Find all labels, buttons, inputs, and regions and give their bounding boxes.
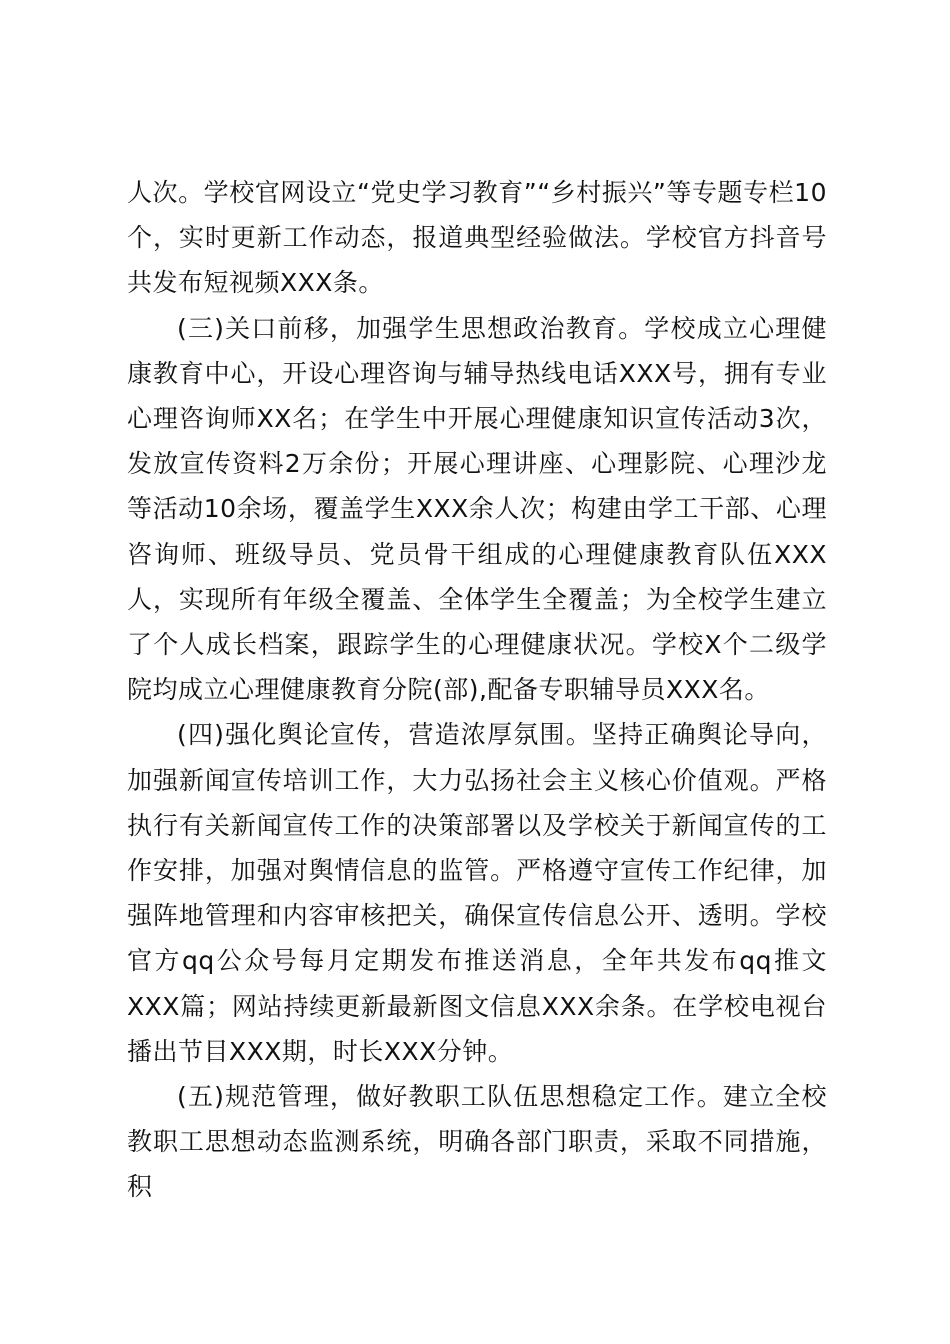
paragraph-media-continuation: 人次。学校官网设立“党史学习教育”“乡村振兴”等专题专栏10个，实时更新工作动态，报道典型经验做法。学校官方抖音号共发布短视频XXX条。 xyxy=(127,178,827,298)
paragraph-section-five: (五)规范管理，做好教职工队伍思想稳定工作。建立全校教职工思想动态监测系统，明确各部门职责，采取不同措施，积 xyxy=(127,1082,827,1202)
document-body xyxy=(127,170,827,1210)
paragraph-section-three: (三)关口前移，加强学生思想政治教育。学校成立心理健康教育中心，开设心理咨询与辅导热线电话XXX号，拥有专业心理咨询师XX名；在学生中开展心理健康知识宣传活动3次，发放宣传资料2万余份；开展心理讲座、心理影院、心理沙龙等活动10余场，覆盖学生XXX余人次；构建由学工干部、心理咨询师、班级导员、党员骨干组成的心理健康教育队伍XXX人，实现所有年级全覆盖、全体学生全覆盖；为全校学生建立了个人成长档案，跟踪学生的心理健康状况。学校X个二级学院均成立心理健康教育分院(部),配备专职辅导员XXX名。 xyxy=(127,313,827,705)
paragraph-section-four: (四)强化舆论宣传，营造浓厚氛围。坚持正确舆论导向，加强新闻宣传培训工作，大力弘扬社会主义核心价值观。严格执行有关新闻宣传工作的决策部署以及学校关于新闻宣传的工作安排，加强对舆情信息的监管。严格遵守宣传工作纪律，加强阵地管理和内容审核把关，确保宣传信息公开、透明。学校官方qq公众号每月定期发布推送消息，全年共发布qq推文XXX篇；网站持续更新最新图文信息XXX余条。在学校电视台播出节目XXX期，时长XXX分钟。 xyxy=(127,720,827,1066)
